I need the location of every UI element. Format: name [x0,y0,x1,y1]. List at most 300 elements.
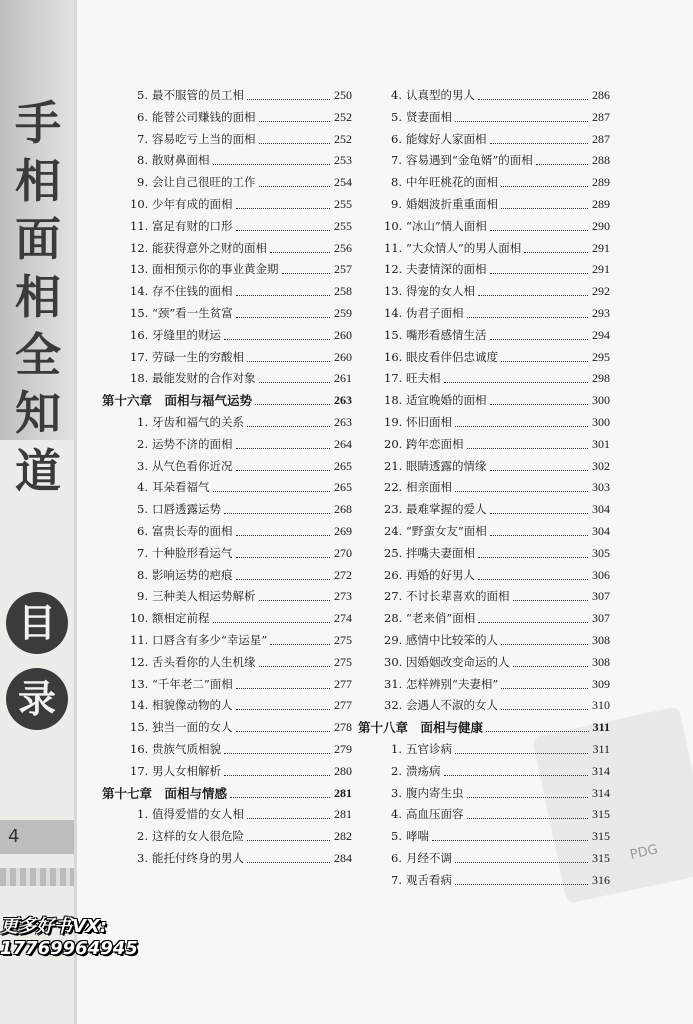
toc-entry [356,543,610,565]
toc-page-number: 300 [592,414,610,429]
toc-entry [356,565,610,587]
toc-entry-title: 腹内寄生虫 [406,785,464,800]
toc-entry-title: 能获得意外之财的面相 [152,240,267,255]
toc-entry [100,804,352,826]
toc-page-number: 304 [592,523,610,538]
toc-leader-dots [236,557,330,558]
toc-page-number: 278 [334,720,352,735]
toc-page-number: 280 [334,763,352,778]
toc-entry [356,804,610,826]
toc-leader-dots [213,491,330,492]
toc-page-number: 288 [592,153,610,168]
toc-entry-number: 7. [391,872,402,887]
toc-entry-number: 6. [391,131,402,146]
toc-page-number: 311 [592,741,610,756]
toc-entry-number: 16. [384,349,403,364]
toc-page-number: 260 [334,349,352,364]
toc-entry-number: 14. [384,305,403,320]
toc-entry [100,347,352,369]
toc-entry-title: “冰山”情人面相 [406,218,487,233]
toc-entry-number: 20. [384,436,403,451]
toc-entry [356,870,610,892]
toc-entry-title: 会遇人不淑的女人 [406,698,498,713]
toc-entry-number: 16. [130,327,149,342]
watermark-line-2: 17769964945 [0,938,138,959]
toc-leader-dots [501,688,588,689]
toc-entry-title: 男人女相解析 [152,763,221,778]
toc-entry-number: 24. [384,523,403,538]
toc-entry-title: “颈”看一生贫富 [152,305,233,320]
toc-leader-dots [247,818,330,819]
toc-entry-number: 13. [130,262,149,277]
book-title-char: 知 [15,386,61,440]
book-title [6,94,70,500]
toc-entry-title: 最难掌握的爱人 [406,502,487,517]
toc-page-number: 287 [592,109,610,124]
toc-entry-title: 口唇透露运势 [152,502,221,517]
toc-leader-dots [467,317,588,318]
toc-page-number: 307 [592,611,610,626]
toc-page-number: 291 [592,240,610,255]
toc-page-number: 275 [334,632,352,647]
toc-entry [356,412,610,434]
toc-entry [356,848,610,870]
toc-entry-number: 16. [130,741,149,756]
toc-entry-title: 从气色看你近况 [152,458,233,473]
toc-page-number: 294 [592,327,610,342]
toc-leader-dots [490,230,588,231]
toc-entry-number: 21. [384,458,403,473]
toc-entry-number: 26. [384,567,403,582]
book-title-char: 相 [15,270,61,324]
toc-page-number: 291 [592,262,610,277]
toc-page-number: 307 [592,589,610,604]
toc-entry-title: 溃疡病 [406,763,441,778]
toc-entry-number: 11. [130,632,149,647]
toc-page-number: 315 [592,807,610,822]
toc-entry-title: 哮喘 [406,829,429,844]
toc-entry [100,85,352,107]
toc-entry-title: 存不住钱的面相 [152,284,233,299]
toc-leader-dots [513,666,588,667]
toc-leader-dots [455,753,588,754]
toc-entry-title: 旺夫相 [406,371,441,386]
toc-entry-title: 再婚的好男人 [406,567,475,582]
toc-page-number: 314 [592,785,610,800]
toc-entry-title: 独当一面的女人 [152,720,233,735]
toc-entry-number: 2. [137,436,148,451]
toc-page-number: 250 [334,88,352,102]
toc-entry-number: 25. [384,545,403,560]
toc-entry-title: “大众情人”的男人面相 [406,240,522,255]
toc-leader-dots [236,230,330,231]
toc-entry [100,216,352,238]
toc-page-number: 284 [334,850,352,865]
toc-page-number: 305 [592,545,610,560]
toc-page-number: 277 [334,676,352,691]
toc-entry [356,521,610,543]
toc-entry [356,390,610,412]
toc-entry-title: 十种脸形看运气 [152,545,233,560]
toc-leader-dots [490,404,588,405]
toc-page-number: 304 [592,502,610,517]
toc-entry-number: 17. [130,349,149,364]
toc-entry-title: 伪君子面相 [406,305,464,320]
toc-entry [356,303,610,325]
toc-leader-dots [467,818,588,819]
toc-entry-title: 眼睛透露的情缘 [406,458,487,473]
toc-leader-dots [455,121,588,122]
toc-chapter-title: 第十六章 面相与福气运势 [102,393,253,409]
toc-entry-number: 5. [137,88,148,102]
toc-entry-number: 4. [391,807,402,822]
section-label-lu: 录 [6,668,68,730]
toc-entry-title: 牙缝里的财运 [152,327,221,342]
toc-leader-dots [490,143,588,144]
toc-entry-title: 运势不济的面相 [152,436,233,451]
toc-entry-title: 耳朵看福气 [152,480,210,495]
toc-entry-title: 不讨长辈喜欢的面相 [406,589,510,604]
toc-entry [100,761,352,783]
toc-entry-number: 1. [391,741,402,756]
toc-entry-title: 中年旺桃花的面相 [406,175,498,190]
toc-entry-number: 3. [137,458,148,473]
toc-entry-number: 1. [137,807,148,822]
decorative-band [0,868,74,886]
toc-entry-title: 舌头看你的人生机缘 [152,654,256,669]
toc-entry-title: 最能发财的合作对象 [152,371,256,386]
toc-entry-title: 夫妻情深的面相 [406,262,487,277]
toc-leader-dots [247,862,330,863]
toc-entry-title: 散财鼻面相 [152,153,210,168]
toc-entry-number: 31. [384,676,403,691]
book-title-char: 手 [15,96,61,150]
book-title-char: 面 [15,212,61,266]
toc-entry-title: 三种美人相运势解析 [152,589,256,604]
toc-page-number: 300 [592,393,610,408]
toc-entry-title: 富贵长寿的面相 [152,523,233,538]
toc-page-number: 302 [592,458,610,473]
toc-leader-dots [236,470,330,471]
toc-page-number: 256 [334,240,352,255]
toc-page-number: 265 [334,458,352,473]
toc-entry [100,303,352,325]
toc-entry-title: 劳碌一生的穷酸相 [152,349,244,364]
toc-entry [100,194,352,216]
toc-entry-title: 婚姻波折重重面相 [406,196,498,211]
toc-entry-number: 4. [137,480,148,495]
toc-entry-number: 8. [137,567,148,582]
toc-entry-number: 9. [137,589,148,604]
toc-page-number: 252 [334,131,352,146]
toc-entry-number: 23. [384,502,403,517]
toc-entry-number: 19. [384,414,403,429]
toc-entry [356,499,610,521]
toc-entry [100,172,352,194]
toc-entry [356,674,610,696]
toc-leader-dots [230,797,330,798]
toc-page-number: 298 [592,371,610,386]
toc-entry-number: 9. [137,175,148,190]
toc-entry [100,608,352,630]
toc-entry-title: 口唇含有多少“幸运星” [152,632,268,647]
toc-page-number: 308 [592,654,610,669]
toc-entry [356,761,610,783]
toc-entry-number: 13. [384,284,403,299]
toc-entry-title: 影响运势的疤痕 [152,567,233,582]
toc-entry-number: 5. [137,502,148,517]
toc-entry-number: 1. [137,414,148,429]
toc-entry-number: 29. [384,632,403,647]
toc-entry-title: 会让自己很旺的工作 [152,175,256,190]
book-title-char: 全 [15,328,61,382]
toc-page-number: 281 [334,807,352,822]
toc-entry-number: 13. [130,676,149,691]
toc-page-number: 273 [334,589,352,604]
toc-leader-dots [259,600,330,601]
toc-leader-dots [478,622,588,623]
sidebar-divider [74,0,77,1024]
toc-page-number: 281 [334,785,352,800]
toc-entry-number: 11. [130,218,149,233]
toc-entry-number: 30. [384,654,403,669]
toc-entry-title: 观舌看病 [406,872,452,887]
toc-entry [356,456,610,478]
toc-entry [356,194,610,216]
toc-page-number: 269 [334,523,352,538]
toc-page-number: 279 [334,741,352,756]
toc-entry [356,216,610,238]
toc-entry-number: 3. [137,850,148,865]
book-title-char: 相 [15,154,61,208]
toc-leader-dots [224,775,330,776]
toc-entry-title: 五官诊病 [406,741,452,756]
toc-entry-number: 15. [130,720,149,735]
toc-entry [356,477,610,499]
toc-entry-number: 12. [130,654,149,669]
toc-entry-number: 32. [384,698,403,713]
toc-entry-number: 5. [391,109,402,124]
toc-entry-title: 跨年恋面相 [406,436,464,451]
toc-entry [356,129,610,151]
toc-entry [100,739,352,761]
toc-entry-number: 4. [391,88,402,102]
toc-entry-title: 富足有财的口形 [152,218,233,233]
section-label-mu: 目 [6,592,68,654]
toc-entry [356,608,610,630]
toc-page-number: 268 [334,502,352,517]
toc-entry-number: 15. [130,305,149,320]
toc-page-number: 272 [334,567,352,582]
toc-entry [356,586,610,608]
toc-entry-title: 容易吃亏上当的面相 [152,131,256,146]
toc-leader-dots [467,797,588,798]
toc-entry-number: 15. [384,327,403,342]
toc-entry-title: 牙齿和福气的关系 [152,414,244,429]
toc-page-number: 274 [334,611,352,626]
toc-page-number: 260 [334,327,352,342]
toc-entry [100,674,352,696]
toc-entry-number: 6. [137,109,148,124]
toc-entry-number: 10. [130,611,149,626]
toc-entry-title: 能托付终身的男人 [152,850,244,865]
toc-entry [100,238,352,260]
toc-entry-number: 6. [137,523,148,538]
toc-page-number: 263 [334,414,352,429]
toc-page-number: 263 [334,393,352,408]
toc-entry-title: 嘴形看感情生活 [406,327,487,342]
toc-entry-number: 9. [391,196,402,211]
toc-leader-dots [536,164,588,165]
toc-entry-number: 14. [130,698,149,713]
toc-page-number: 264 [334,436,352,451]
toc-entry-title: 怎样辨别“夫妻相” [406,676,499,691]
toc-entry-title: 相貌像动物的人 [152,698,233,713]
toc-leader-dots [478,295,588,296]
toc-leader-dots [224,339,330,340]
toc-page-number: 314 [592,763,610,778]
toc-entry-title: 额相定前程 [152,611,210,626]
toc-entry-number: 18. [130,371,149,386]
toc-leader-dots [444,775,588,776]
toc-leader-dots [501,644,588,645]
toc-entry-title: 感情中比较笨的人 [406,632,498,647]
toc-leader-dots [247,426,330,427]
toc-leader-dots [490,339,588,340]
toc-leader-dots [490,535,588,536]
toc-leader-dots [236,448,330,449]
toc-entry-title: 贵族气质相貌 [152,741,221,756]
toc-entry-title: 这样的女人很危险 [152,829,244,844]
toc-entry-title: 能嫁好人家面相 [406,131,487,146]
toc-page-number: 270 [334,545,352,560]
toc-page-number: 306 [592,567,610,582]
toc-leader-dots [478,99,588,100]
toc-chapter-title: 第十七章 面相与情感 [102,785,228,801]
toc-page-number: 295 [592,349,610,364]
toc-leader-dots [455,884,588,885]
toc-leader-dots [236,709,330,710]
toc-page-number: 292 [592,284,610,299]
toc-entry [356,325,610,347]
toc-entry-number: 10. [130,196,149,211]
toc-entry [100,412,352,434]
toc-leader-dots [224,753,330,754]
toc-entry-number: 14. [130,284,149,299]
toc-entry-title: 因婚姻改变命运的人 [406,654,510,669]
toc-leader-dots [247,99,330,100]
toc-entry [356,238,610,260]
toc-entry [100,630,352,652]
toc-entry-title: 相亲面相 [406,480,452,495]
toc-entry-title: “千年老二”面相 [152,676,233,691]
toc-chapter-heading [100,390,352,412]
toc-chapter-heading [100,783,352,805]
toc-entry-number: 7. [391,153,402,168]
toc-entry-title: 拌嘴夫妻面相 [406,545,475,560]
toc-leader-dots [270,644,330,645]
toc-leader-dots [236,731,330,732]
toc-entry-title: 面相预示你的事业黄金期 [152,262,279,277]
toc-leader-dots [259,666,330,667]
toc-leader-dots [501,186,588,187]
toc-entry-number: 8. [137,153,148,168]
toc-leader-dots [236,317,330,318]
toc-entry-title: 适宜晚婚的面相 [406,393,487,408]
toc-entry [100,565,352,587]
toc-entry [100,848,352,870]
toc-page-number: 257 [334,262,352,277]
toc-leader-dots [213,164,330,165]
toc-leader-dots [455,491,588,492]
toc-page-number: 289 [592,196,610,211]
pdg-stamp-text: PDG [628,842,660,863]
toc-entry [100,434,352,456]
toc-leader-dots [455,862,588,863]
toc-page-number: 287 [592,131,610,146]
toc-entry-title: 少年有成的面相 [152,196,233,211]
toc-leader-dots [501,709,588,710]
toc-entry-title: 容易遇到“金龟婿”的面相 [406,153,533,168]
toc-leader-dots [490,513,588,514]
toc-leader-dots [455,426,588,427]
toc-entry-number: 11. [384,240,403,255]
toc-entry-number: 12. [384,262,403,277]
toc-entry [100,456,352,478]
toc-leader-dots [486,731,589,732]
toc-entry-number: 10. [384,218,403,233]
toc-page-number: 301 [592,436,610,451]
toc-leader-dots [247,361,330,362]
toc-leader-dots [432,840,588,841]
toc-entry-number: 6. [391,850,402,865]
toc-entry [100,129,352,151]
toc-entry [356,783,610,805]
toc-page-number: 258 [334,284,352,299]
toc-right-column [356,85,610,891]
toc-leader-dots [490,470,588,471]
toc-entry-title: 能替公司赚钱的面相 [152,109,256,124]
toc-entry [100,543,352,565]
toc-entry-number: 2. [137,829,148,844]
toc-page-number: 277 [334,698,352,713]
toc-entry-title: 得宠的女人相 [406,284,475,299]
toc-leader-dots [236,208,330,209]
toc-leader-dots [478,557,588,558]
toc-page-number: 286 [592,88,610,102]
toc-entry [100,368,352,390]
toc-page-number: 282 [334,829,352,844]
toc-left-column [100,85,352,870]
toc-page-number: 255 [334,218,352,233]
toc-entry [100,259,352,281]
toc-page-number: 309 [592,676,610,691]
toc-leader-dots [259,382,330,383]
toc-page-number: 315 [592,829,610,844]
toc-entry [356,347,610,369]
page-number: 4 [8,826,20,847]
toc-entry-title: 月经不调 [406,850,452,865]
toc-page-number: 316 [592,872,610,887]
toc-page-number: 311 [592,720,610,735]
toc-leader-dots [444,382,588,383]
toc-entry [356,652,610,674]
toc-leader-dots [524,252,588,253]
toc-entry-title: 怀旧面相 [406,414,452,429]
toc-entry-number: 8. [391,175,402,190]
toc-leader-dots [259,143,330,144]
toc-page-number: 255 [334,196,352,211]
